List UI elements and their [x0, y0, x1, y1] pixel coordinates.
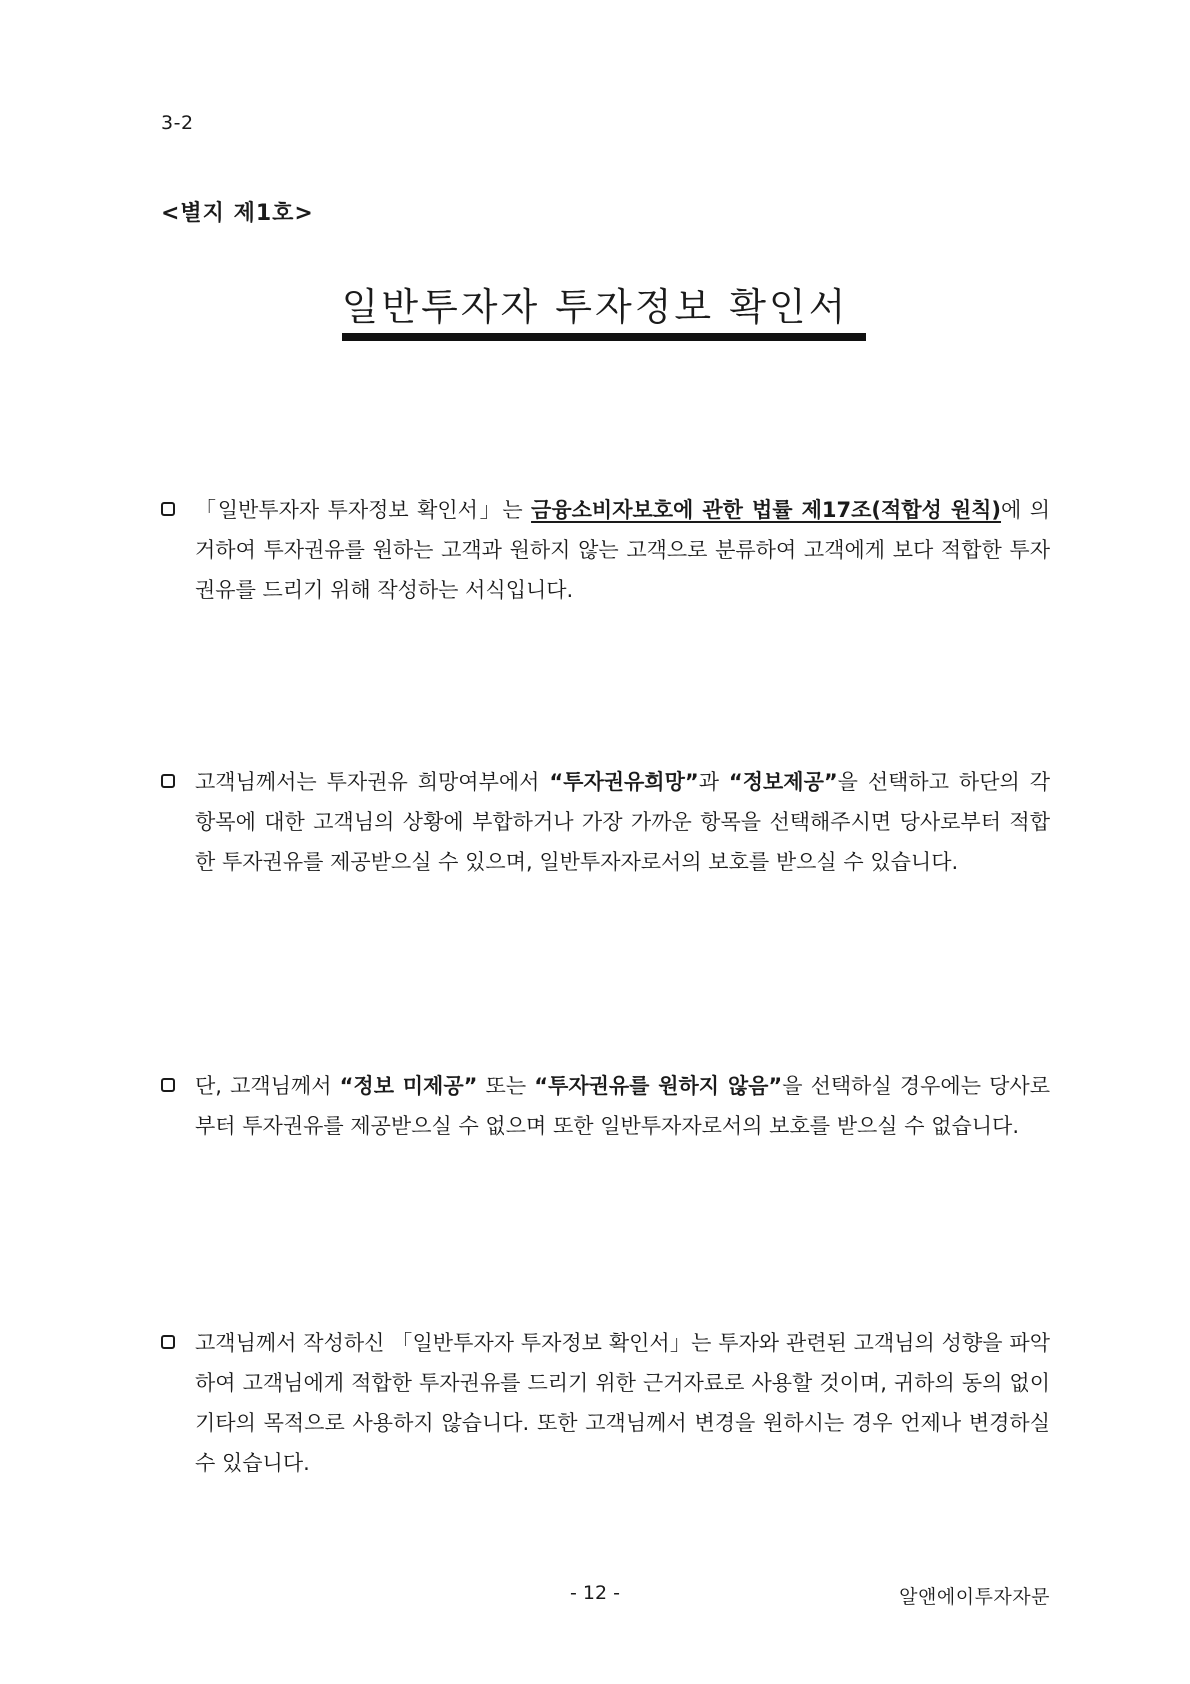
title-underline-rule: [342, 333, 866, 341]
paragraph-segment: 고객님께서 작성하신 「일반투자자 투자정보 확인서」는 투자와 관련된 고객님의 성향을 파악하여 고객님에게 적합한 투자권유를 드리기 위한 근거자료로 사용할 것이며, 귀하의 동의 없이 기타의 목적으로 사용하지 않습니다. 또한 고객님께서 변경을 원하시는 경우 언제나 변경하실 수 있습니다.: [195, 1331, 1050, 1475]
paragraph-1: [161, 490, 1050, 610]
paragraph-segment: 또는: [477, 1074, 535, 1098]
paragraph-segment: 을 선택하실 경우에는 당사로부터 투자권유를 제공받으실 수 없으며 또한 일반투자자로서의 보호를 받으실 수 없습니다.: [195, 1074, 1050, 1138]
paragraph-segment: 단, 고객님께서: [195, 1074, 340, 1098]
paragraph-segment: 을 선택하고 하단의 각 항목에 대한 고객님의 상황에 부합하거나 가장 가까운 항목을 선택해주시면 당사로부터 적합한 투자권유를 제공받으실 수 있으며, 일반투자자로서의 보호를 받으실 수 있습니다.: [195, 770, 1050, 874]
option-quote: “투자권유희망”: [549, 770, 699, 794]
checkbox-bullet-icon: [161, 774, 175, 788]
paragraph-text: [161, 1323, 1050, 1483]
paragraph-text: [161, 490, 1050, 610]
page-ref: 3-2: [161, 112, 194, 134]
paragraph-text: [161, 1066, 1050, 1146]
law-reference: 금융소비자보호에 관한 법률 제17조(적합성 원칙): [531, 498, 1002, 522]
option-quote: “정보 미제공”: [339, 1074, 478, 1098]
paragraph-segment: 과: [698, 770, 729, 794]
company-name: 알앤에이투자자문: [899, 1586, 1050, 1608]
paragraph-segment: 고객님께서는 투자권유 희망여부에서: [195, 770, 550, 794]
checkbox-bullet-icon: [161, 1078, 175, 1092]
page-number: - 12 -: [570, 1582, 620, 1604]
paragraph-4: [161, 1323, 1050, 1483]
document-title: 일반투자자 투자정보 확인서: [341, 285, 849, 329]
paragraph-text: [161, 762, 1050, 882]
paragraph-3: [161, 1066, 1050, 1146]
checkbox-bullet-icon: [161, 502, 175, 516]
paragraph-segment: 「일반투자자 투자정보 확인서」는: [195, 498, 532, 522]
option-quote: “투자권유를 원하지 않음”: [534, 1074, 783, 1098]
appendix-label: <별지 제1호>: [161, 201, 314, 226]
paragraph-2: [161, 762, 1050, 882]
option-quote: “정보제공”: [728, 770, 838, 794]
paragraph-segment: 에 의거하여 투자권유를 원하는 고객과 원하지 않는 고객으로 분류하여 고객에게 보다 적합한 투자권유를 드리기 위해 작성하는 서식입니다.: [195, 498, 1050, 602]
checkbox-bullet-icon: [161, 1335, 175, 1349]
